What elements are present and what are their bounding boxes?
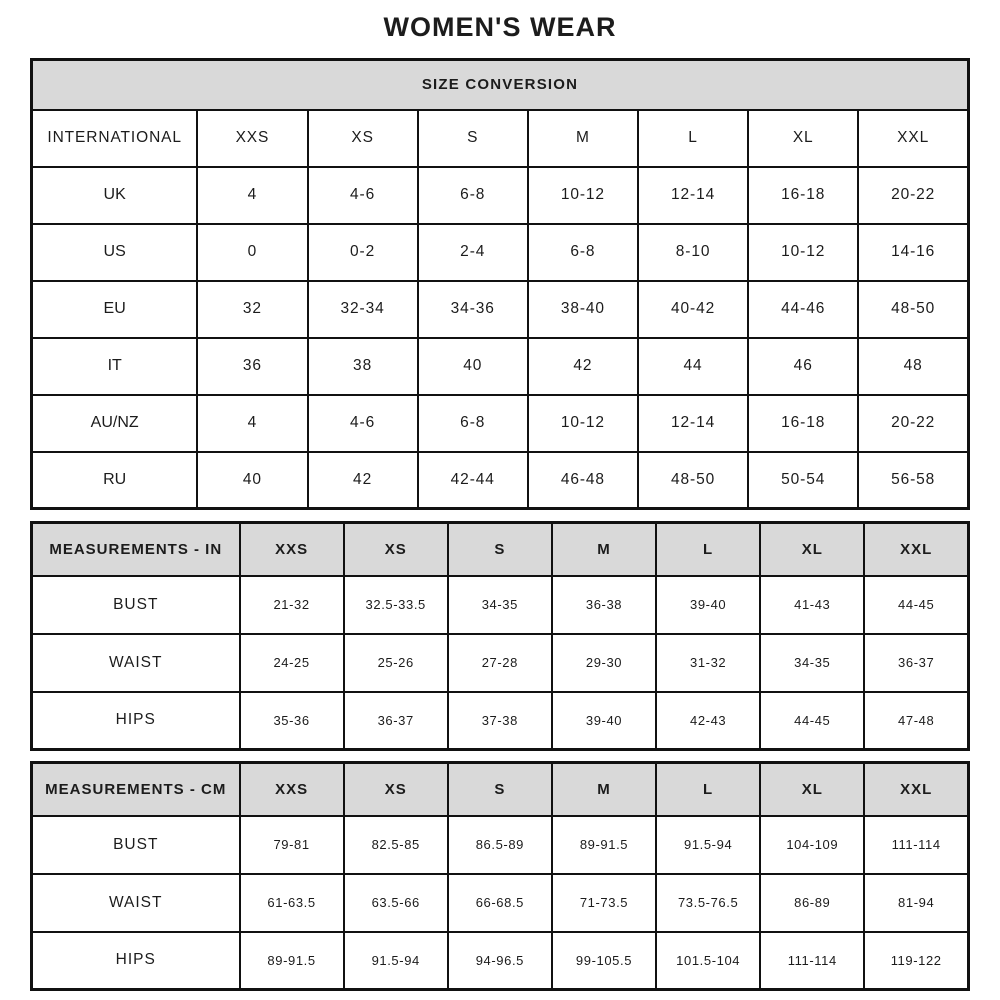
size-chart-page: [30, 0, 970, 991]
value-cell: 40: [418, 338, 528, 395]
value-cell: 32: [197, 281, 307, 338]
value-cell: 86-89: [760, 874, 864, 932]
value-cell: 25-26: [344, 634, 448, 692]
value-cell: 24-25: [240, 634, 344, 692]
value-cell: 66-68.5: [448, 874, 552, 932]
value-cell: 29-30: [552, 634, 656, 692]
row-label: WAIST: [32, 874, 240, 932]
value-cell: 38: [308, 338, 418, 395]
value-cell: 10-12: [528, 167, 638, 224]
measurements-cm-title: MEASUREMENTS - CM: [32, 763, 240, 816]
row-label: HIPS: [32, 932, 240, 990]
value-cell: 50-54: [748, 452, 858, 509]
value-cell: 71-73.5: [552, 874, 656, 932]
value-cell: 101.5-104: [656, 932, 760, 990]
row-label: IT: [32, 338, 198, 395]
value-cell: 8-10: [638, 224, 748, 281]
value-cell: 38-40: [528, 281, 638, 338]
value-cell: 89-91.5: [552, 816, 656, 874]
table-row: [32, 576, 969, 634]
value-cell: 6-8: [418, 395, 528, 452]
value-cell: 61-63.5: [240, 874, 344, 932]
value-cell: 12-14: [638, 395, 748, 452]
value-cell: 73.5-76.5: [656, 874, 760, 932]
value-cell: 48: [858, 338, 968, 395]
table-row: [32, 634, 969, 692]
table-row: [32, 452, 969, 509]
value-cell: 40-42: [638, 281, 748, 338]
value-cell: 119-122: [864, 932, 968, 990]
size-column-header: L: [656, 763, 760, 816]
value-cell: 89-91.5: [240, 932, 344, 990]
value-cell: 4: [197, 395, 307, 452]
size-column-header: S: [448, 763, 552, 816]
value-cell: 4-6: [308, 395, 418, 452]
value-cell: 0-2: [308, 224, 418, 281]
size-column-header: M: [552, 523, 656, 576]
measurements-in-table: [30, 521, 970, 751]
value-cell: 48-50: [638, 452, 748, 509]
value-cell: 2-4: [418, 224, 528, 281]
size-column-header: XS: [344, 523, 448, 576]
value-cell: 36-37: [864, 634, 968, 692]
value-cell: 99-105.5: [552, 932, 656, 990]
value-cell: 32-34: [308, 281, 418, 338]
value-cell: 16-18: [748, 167, 858, 224]
value-cell: 35-36: [240, 692, 344, 750]
value-cell: 16-18: [748, 395, 858, 452]
value-cell: 44-46: [748, 281, 858, 338]
value-cell: 27-28: [448, 634, 552, 692]
value-cell: 104-109: [760, 816, 864, 874]
value-cell: 36-37: [344, 692, 448, 750]
row-label: US: [32, 224, 198, 281]
table-row: [32, 395, 969, 452]
value-cell: 56-58: [858, 452, 968, 509]
row-label: UK: [32, 167, 198, 224]
row-label: RU: [32, 452, 198, 509]
value-cell: 86.5-89: [448, 816, 552, 874]
size-column-header: XS: [308, 110, 418, 167]
value-cell: 36-38: [552, 576, 656, 634]
size-column-header: XL: [760, 763, 864, 816]
size-column-header: M: [528, 110, 638, 167]
size-column-header: XXL: [864, 763, 968, 816]
value-cell: 32.5-33.5: [344, 576, 448, 634]
value-cell: 63.5-66: [344, 874, 448, 932]
size-column-header: L: [638, 110, 748, 167]
value-cell: 44-45: [760, 692, 864, 750]
value-cell: 47-48: [864, 692, 968, 750]
value-cell: 34-36: [418, 281, 528, 338]
table-row: [32, 338, 969, 395]
value-cell: 10-12: [748, 224, 858, 281]
value-cell: 14-16: [858, 224, 968, 281]
value-cell: 44: [638, 338, 748, 395]
value-cell: 79-81: [240, 816, 344, 874]
table-row: [32, 167, 969, 224]
value-cell: 21-32: [240, 576, 344, 634]
size-header-row: [32, 110, 969, 167]
size-column-header: XXS: [197, 110, 307, 167]
value-cell: 34-35: [760, 634, 864, 692]
size-column-header: XXL: [864, 523, 968, 576]
value-cell: 94-96.5: [448, 932, 552, 990]
size-column-header: XL: [760, 523, 864, 576]
measurements-in-header-row: [32, 523, 969, 576]
value-cell: 6-8: [418, 167, 528, 224]
value-cell: 42: [308, 452, 418, 509]
value-cell: 81-94: [864, 874, 968, 932]
value-cell: 39-40: [552, 692, 656, 750]
value-cell: 46-48: [528, 452, 638, 509]
value-cell: 48-50: [858, 281, 968, 338]
value-cell: 46: [748, 338, 858, 395]
value-cell: 42-43: [656, 692, 760, 750]
value-cell: 41-43: [760, 576, 864, 634]
measurements-in-title: MEASUREMENTS - IN: [32, 523, 240, 576]
value-cell: 111-114: [760, 932, 864, 990]
row-label: WAIST: [32, 634, 240, 692]
value-cell: 42: [528, 338, 638, 395]
value-cell: 39-40: [656, 576, 760, 634]
size-conversion-title: SIZE CONVERSION: [32, 60, 969, 110]
value-cell: 36: [197, 338, 307, 395]
row-label: BUST: [32, 816, 240, 874]
table-banner-row: [32, 60, 969, 110]
row-label: HIPS: [32, 692, 240, 750]
size-column-header: XXS: [240, 523, 344, 576]
value-cell: 82.5-85: [344, 816, 448, 874]
measurements-cm-body: [32, 816, 969, 990]
value-cell: 40: [197, 452, 307, 509]
row-label: AU/NZ: [32, 395, 198, 452]
measurements-cm-table: [30, 761, 970, 991]
table-row: [32, 816, 969, 874]
table-row: [32, 692, 969, 750]
value-cell: 91.5-94: [656, 816, 760, 874]
value-cell: 111-114: [864, 816, 968, 874]
value-cell: 4-6: [308, 167, 418, 224]
size-column-header: M: [552, 763, 656, 816]
page-title: WOMEN'S WEAR: [383, 12, 617, 42]
size-column-header: XXL: [858, 110, 968, 167]
size-column-header: XS: [344, 763, 448, 816]
value-cell: 31-32: [656, 634, 760, 692]
row-label: INTERNATIONAL: [32, 110, 198, 167]
value-cell: 6-8: [528, 224, 638, 281]
table-row: [32, 932, 969, 990]
size-column-header: S: [418, 110, 528, 167]
value-cell: 91.5-94: [344, 932, 448, 990]
size-column-header: XXS: [240, 763, 344, 816]
value-cell: 4: [197, 167, 307, 224]
measurements-in-body: [32, 576, 969, 750]
value-cell: 10-12: [528, 395, 638, 452]
measurements-cm-header-row: [32, 763, 969, 816]
value-cell: 34-35: [448, 576, 552, 634]
value-cell: 12-14: [638, 167, 748, 224]
value-cell: 20-22: [858, 167, 968, 224]
size-conversion-body: [32, 167, 969, 509]
size-column-header: L: [656, 523, 760, 576]
value-cell: 42-44: [418, 452, 528, 509]
table-row: [32, 224, 969, 281]
value-cell: 37-38: [448, 692, 552, 750]
value-cell: 44-45: [864, 576, 968, 634]
row-label: EU: [32, 281, 198, 338]
value-cell: 20-22: [858, 395, 968, 452]
size-column-header: S: [448, 523, 552, 576]
value-cell: 0: [197, 224, 307, 281]
row-label: BUST: [32, 576, 240, 634]
table-row: [32, 281, 969, 338]
table-row: [32, 874, 969, 932]
size-conversion-table: [30, 58, 970, 510]
size-column-header: XL: [748, 110, 858, 167]
